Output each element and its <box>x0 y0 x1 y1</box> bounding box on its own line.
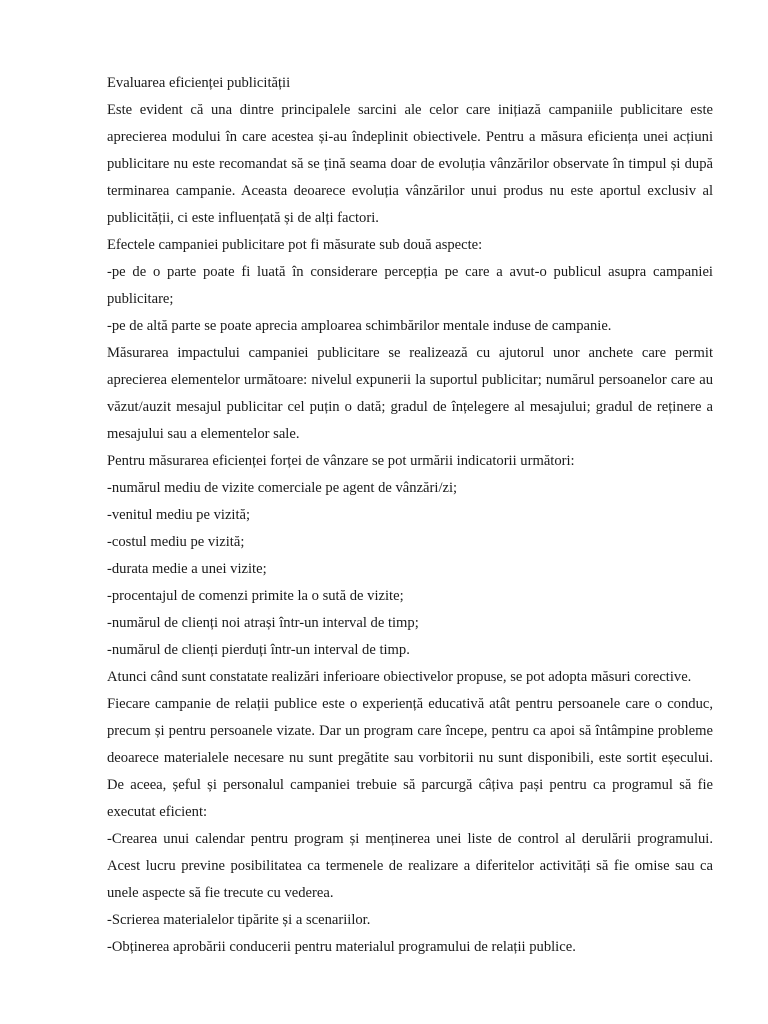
list-item: -numărul de clienți pierduți într-un interval de timp. <box>107 642 410 658</box>
paragraph-intro: Este evident că una dintre principalele sarcini ale celor care inițiază campaniile publicitare este aprecierea modului în care acestea și-au îndeplinit obiectivele. Pentru a măsura eficiența unei acțiuni publicitare nu este recomandat să se țină seama doar de evoluția vânzărilor observate în timpul și după terminarea campanie. Aceasta deoarece evoluția vânzărilor unui produs nu este aportul exclusiv al publicității, ci este influențată și de alți factori. <box>107 102 713 226</box>
list-item: -Obținerea aprobării conducerii pentru materialul programului de relații publice. <box>107 939 576 955</box>
list-item: -numărul mediu de vizite comerciale pe agent de vânzări/zi; <box>107 480 458 496</box>
list-item: -procentajul de comenzi primite la o sută de vizite; <box>107 588 404 604</box>
paragraph-pr-campaign: Fiecare campanie de relații publice este o experiență educativă atât pentru persoanele care o conduc, precum și pentru persoanele vizate. Dar un program care începe, pentru ca apoi să întâmpine probleme deoarece materialele necesare nu sunt pregătite sau vorbitorii nu sunt disponibili, este sortit eșecului. De aceea, șeful și personalul campaniei trebuie să parcurgă câțiva pași pentru ca programul să fie executat eficient: <box>107 696 713 820</box>
list-item: -venitul mediu pe vizită; <box>107 507 251 523</box>
list-item: -durata medie a unei vizite; <box>107 561 267 577</box>
paragraph-corrective: Atunci când sunt constatate realizări inferioare obiectivelor propuse, se pot adopta măsuri corective. <box>107 669 692 685</box>
paragraph-effects: Efectele campaniei publicitare pot fi măsurate sub două aspecte: <box>107 237 483 253</box>
document-title: Evaluarea eficienței publicității <box>107 75 291 91</box>
list-item: -costul mediu pe vizită; <box>107 534 245 550</box>
list-item: -Scrierea materialelor tipărite și a scenariilor. <box>107 912 371 928</box>
paragraph-sales-force: Pentru măsurarea eficienței forței de vânzare se pot urmării indicatorii următori: <box>107 453 575 469</box>
list-item: -Crearea unui calendar pentru program și menținerea unei liste de control al derulării programului. Acest lucru previne posibilitatea ca termenele de realizare a diferitelor activități să fie omise sau ca unele aspecte să fie trecute cu vederea. <box>107 831 713 901</box>
document-page <box>107 70 713 961</box>
list-item: -pe de o parte poate fi luată în considerare percepția pe care a avut-o publicul asupra campaniei publicitare; <box>107 264 713 307</box>
list-item: -numărul de clienți noi atrași într-un interval de timp; <box>107 615 419 631</box>
paragraph-impact: Măsurarea impactului campaniei publicitare se realizează cu ajutorul unor anchete care permit aprecierea elementelor următoare: nivelul expunerii la suportul publicitar; numărul persoanelor care au văzut/auzit mesajul publicitar cel puțin o dată; gradul de înțelegere al mesajului; gradul de reținere a mesajului sau a elementelor sale. <box>107 345 713 442</box>
list-item: -pe de altă parte se poate aprecia amploarea schimbărilor mentale induse de campanie. <box>107 318 612 334</box>
